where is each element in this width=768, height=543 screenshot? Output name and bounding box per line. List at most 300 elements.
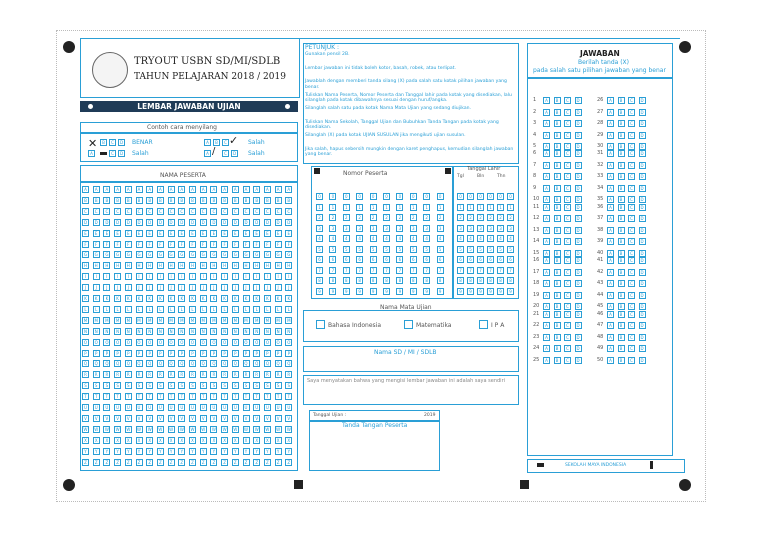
number-bubble[interactable]: 5: [316, 246, 323, 253]
name-bubble[interactable]: R: [264, 371, 271, 378]
name-bubble[interactable]: X: [125, 437, 132, 444]
answer-bubble[interactable]: A: [543, 109, 550, 116]
answer-bubble[interactable]: A: [543, 150, 550, 157]
answer-bubble[interactable]: D: [576, 304, 580, 310]
name-bubble[interactable]: F: [82, 241, 89, 248]
name-bubble[interactable]: B: [157, 197, 164, 204]
name-bubble[interactable]: E: [168, 230, 175, 237]
name-bubble[interactable]: T: [285, 393, 292, 400]
name-bubble[interactable]: F: [189, 241, 196, 248]
name-bubble[interactable]: N: [244, 328, 248, 334]
name-bubble[interactable]: F: [114, 241, 121, 248]
name-bubble[interactable]: G: [212, 252, 216, 258]
name-bubble[interactable]: H: [148, 263, 152, 269]
name-bubble[interactable]: X: [146, 437, 153, 444]
answer-bubble[interactable]: A: [607, 204, 614, 211]
name-bubble[interactable]: P: [189, 350, 196, 357]
answer-bubble[interactable]: B: [618, 322, 625, 329]
name-bubble[interactable]: K: [103, 295, 110, 302]
name-bubble[interactable]: A: [114, 186, 121, 193]
name-bubble[interactable]: Y: [264, 448, 271, 455]
name-bubble[interactable]: Q: [126, 361, 130, 367]
number-bubble[interactable]: 4: [316, 235, 323, 242]
name-bubble[interactable]: P: [285, 350, 292, 357]
name-bubble[interactable]: Q: [223, 361, 227, 367]
subject-option-box[interactable]: [404, 320, 413, 329]
number-bubble[interactable]: 2: [356, 214, 363, 221]
name-bubble[interactable]: I: [168, 273, 175, 280]
answer-bubble[interactable]: B: [618, 280, 625, 287]
answer-bubble[interactable]: D: [640, 258, 644, 264]
number-bubble[interactable]: 2: [396, 214, 403, 221]
answer-bubble[interactable]: A: [607, 215, 614, 222]
answer-bubble[interactable]: A: [607, 334, 614, 341]
name-bubble[interactable]: K: [210, 295, 217, 302]
name-bubble[interactable]: V: [243, 415, 250, 422]
name-bubble[interactable]: Z: [210, 459, 217, 466]
name-bubble[interactable]: Z: [82, 459, 89, 466]
date-bubble[interactable]: 7: [457, 267, 464, 274]
name-bubble[interactable]: X: [232, 437, 239, 444]
name-bubble[interactable]: W: [158, 426, 163, 432]
name-bubble[interactable]: E: [93, 230, 100, 237]
name-bubble[interactable]: V: [189, 415, 196, 422]
answer-bubble[interactable]: D: [640, 304, 644, 310]
name-bubble[interactable]: P: [232, 350, 239, 357]
name-bubble[interactable]: E: [253, 230, 260, 237]
name-bubble[interactable]: L: [136, 306, 143, 313]
name-bubble[interactable]: E: [114, 230, 121, 237]
name-bubble[interactable]: T: [178, 393, 185, 400]
name-bubble[interactable]: O: [137, 339, 141, 345]
answer-bubble[interactable]: D: [640, 121, 644, 126]
name-bubble[interactable]: V: [93, 415, 100, 422]
name-bubble[interactable]: G: [105, 252, 109, 258]
name-bubble[interactable]: U: [285, 404, 292, 411]
name-bubble[interactable]: Q: [105, 361, 109, 367]
name-bubble[interactable]: J: [210, 284, 217, 291]
name-bubble[interactable]: A: [157, 186, 164, 193]
number-bubble[interactable]: 5: [329, 246, 336, 253]
answer-bubble[interactable]: B: [618, 204, 625, 211]
name-bubble[interactable]: B: [200, 197, 207, 204]
name-bubble[interactable]: R: [157, 371, 164, 378]
name-bubble[interactable]: C: [125, 208, 132, 215]
name-bubble[interactable]: D: [190, 219, 195, 225]
answer-bubble[interactable]: C: [564, 196, 571, 203]
name-bubble[interactable]: T: [93, 393, 100, 400]
name-bubble[interactable]: C: [189, 208, 196, 215]
date-bubble[interactable]: 5: [477, 246, 484, 253]
name-bubble[interactable]: K: [264, 295, 271, 302]
number-bubble[interactable]: 9: [370, 288, 377, 295]
answer-bubble[interactable]: D: [576, 98, 580, 103]
name-bubble[interactable]: R: [103, 371, 110, 378]
name-bubble[interactable]: K: [125, 295, 132, 302]
name-bubble[interactable]: S: [253, 382, 260, 389]
name-bubble[interactable]: H: [287, 263, 291, 269]
name-bubble[interactable]: P: [136, 350, 143, 357]
name-bubble[interactable]: J: [82, 284, 89, 291]
name-bubble[interactable]: I: [93, 273, 100, 280]
name-bubble[interactable]: V: [146, 415, 153, 422]
name-bubble[interactable]: Y: [221, 448, 228, 455]
name-bubble[interactable]: A: [285, 186, 292, 193]
name-bubble[interactable]: N: [105, 328, 109, 334]
date-bubble[interactable]: 4: [467, 235, 474, 242]
name-bubble[interactable]: P: [146, 350, 153, 357]
number-bubble[interactable]: 5: [423, 246, 430, 253]
name-bubble[interactable]: I: [178, 273, 185, 280]
name-bubble[interactable]: P: [178, 350, 185, 357]
date-bubble[interactable]: 1: [507, 204, 514, 211]
name-bubble[interactable]: V: [178, 415, 185, 422]
name-bubble[interactable]: H: [116, 263, 120, 269]
number-bubble[interactable]: 4: [383, 235, 390, 242]
answer-bubble[interactable]: B: [618, 334, 625, 341]
name-bubble[interactable]: U: [82, 404, 89, 411]
answer-bubble[interactable]: D: [576, 357, 580, 363]
number-bubble[interactable]: 7: [356, 267, 363, 274]
answer-bubble[interactable]: A: [543, 120, 550, 127]
name-bubble[interactable]: X: [189, 437, 196, 444]
name-bubble[interactable]: Y: [253, 448, 260, 455]
number-bubble[interactable]: 3: [410, 225, 417, 232]
answer-bubble[interactable]: B: [618, 238, 625, 245]
date-bubble[interactable]: 5: [457, 246, 464, 253]
number-bubble[interactable]: 6: [370, 256, 377, 263]
name-bubble[interactable]: S: [232, 382, 239, 389]
number-bubble[interactable]: 8: [410, 277, 417, 284]
name-bubble[interactable]: N: [265, 328, 269, 334]
number-bubble[interactable]: 5: [396, 246, 403, 253]
name-bubble[interactable]: N: [137, 328, 141, 334]
answer-bubble[interactable]: A: [607, 97, 614, 104]
number-bubble[interactable]: 3: [396, 225, 403, 232]
answer-bubble[interactable]: D: [640, 269, 644, 275]
name-bubble[interactable]: I: [243, 273, 250, 280]
answer-bubble[interactable]: B: [618, 150, 625, 157]
name-bubble[interactable]: B: [253, 197, 260, 204]
name-bubble[interactable]: Y: [157, 448, 164, 455]
name-bubble[interactable]: T: [157, 393, 164, 400]
name-bubble[interactable]: G: [201, 252, 205, 258]
name-bubble[interactable]: Q: [116, 361, 120, 367]
answer-bubble[interactable]: B: [554, 311, 561, 318]
answer-bubble[interactable]: B: [554, 269, 561, 276]
name-bubble[interactable]: O: [190, 339, 195, 345]
answer-bubble[interactable]: D: [576, 144, 580, 149]
name-bubble[interactable]: N: [158, 328, 162, 334]
name-bubble[interactable]: N: [169, 328, 173, 334]
date-bubble[interactable]: 5: [487, 246, 494, 253]
answer-bubble[interactable]: A: [543, 215, 550, 222]
name-bubble[interactable]: J: [243, 284, 250, 291]
answer-bubble[interactable]: B: [618, 173, 625, 180]
name-bubble[interactable]: P: [200, 350, 207, 357]
number-bubble[interactable]: 1: [396, 204, 403, 211]
name-bubble[interactable]: R: [189, 371, 196, 378]
name-bubble[interactable]: D: [265, 219, 269, 225]
name-bubble[interactable]: S: [103, 382, 110, 389]
number-bubble[interactable]: 2: [410, 214, 417, 221]
date-bubble[interactable]: 3: [457, 225, 464, 232]
answer-bubble[interactable]: D: [576, 151, 580, 157]
number-bubble[interactable]: 3: [437, 225, 444, 232]
answer-bubble[interactable]: A: [607, 238, 614, 245]
name-bubble[interactable]: U: [114, 404, 121, 411]
answer-bubble[interactable]: B: [554, 303, 561, 310]
answer-bubble[interactable]: A: [543, 292, 550, 299]
name-bubble[interactable]: G: [169, 252, 173, 258]
name-bubble[interactable]: D: [212, 219, 216, 225]
number-bubble[interactable]: 6: [329, 256, 336, 263]
name-bubble[interactable]: I: [82, 273, 89, 280]
name-bubble[interactable]: U: [157, 404, 164, 411]
name-bubble[interactable]: W: [83, 426, 88, 432]
answer-bubble[interactable]: B: [618, 269, 625, 276]
answer-bubble[interactable]: D: [576, 216, 580, 222]
name-bubble[interactable]: I: [146, 273, 153, 280]
date-bubble[interactable]: 9: [477, 288, 484, 295]
name-bubble[interactable]: R: [285, 371, 292, 378]
name-bubble[interactable]: Z: [221, 459, 228, 466]
name-bubble[interactable]: O: [148, 339, 152, 345]
date-bubble[interactable]: 0: [507, 193, 514, 200]
name-bubble[interactable]: E: [82, 230, 89, 237]
name-bubble[interactable]: I: [210, 273, 217, 280]
name-bubble[interactable]: W: [137, 426, 141, 432]
name-bubble[interactable]: E: [103, 230, 110, 237]
name-bubble[interactable]: L: [178, 306, 185, 313]
date-bubble[interactable]: 3: [497, 225, 504, 232]
answer-bubble[interactable]: C: [564, 204, 571, 211]
date-bubble[interactable]: 4: [487, 235, 494, 242]
name-bubble[interactable]: T: [114, 393, 121, 400]
name-bubble[interactable]: U: [168, 404, 175, 411]
number-bubble[interactable]: 6: [356, 256, 363, 263]
number-bubble[interactable]: 9: [316, 288, 323, 295]
name-bubble[interactable]: I: [285, 273, 292, 280]
answer-bubble[interactable]: C: [564, 257, 571, 264]
number-bubble[interactable]: 3: [316, 225, 323, 232]
name-bubble[interactable]: J: [93, 284, 100, 291]
name-bubble[interactable]: E: [189, 230, 196, 237]
name-bubble[interactable]: T: [243, 393, 250, 400]
name-bubble[interactable]: X: [114, 437, 121, 444]
answer-bubble[interactable]: D: [576, 132, 580, 138]
name-bubble[interactable]: K: [285, 295, 292, 302]
answer-bubble[interactable]: B: [554, 250, 561, 257]
name-bubble[interactable]: F: [178, 241, 185, 248]
answer-bubble[interactable]: B: [554, 132, 561, 139]
name-bubble[interactable]: S: [114, 382, 121, 389]
answer-bubble[interactable]: C: [564, 120, 571, 127]
name-bubble[interactable]: O: [201, 339, 205, 345]
name-bubble[interactable]: V: [103, 415, 110, 422]
name-bubble[interactable]: Y: [114, 448, 121, 455]
name-bubble[interactable]: Z: [232, 459, 239, 466]
answer-bubble[interactable]: A: [543, 257, 550, 264]
answer-bubble[interactable]: B: [618, 345, 625, 352]
name-bubble[interactable]: N: [287, 328, 291, 334]
name-bubble[interactable]: M: [115, 317, 120, 323]
date-bubble[interactable]: 7: [497, 267, 504, 274]
name-bubble[interactable]: Q: [276, 361, 280, 367]
number-bubble[interactable]: 2: [316, 214, 323, 221]
answer-bubble[interactable]: B: [554, 196, 561, 203]
name-bubble[interactable]: Y: [200, 448, 207, 455]
name-bubble[interactable]: P: [168, 350, 175, 357]
name-bubble[interactable]: T: [210, 393, 217, 400]
date-bubble[interactable]: 1: [457, 204, 464, 211]
number-bubble[interactable]: 4: [423, 235, 430, 242]
name-bubble[interactable]: D: [255, 219, 259, 225]
name-bubble[interactable]: G: [233, 252, 237, 258]
name-bubble[interactable]: W: [244, 426, 248, 432]
answer-bubble[interactable]: D: [576, 292, 580, 298]
answer-bubble[interactable]: A: [543, 196, 550, 203]
date-bubble[interactable]: 7: [467, 267, 474, 274]
name-bubble[interactable]: L: [189, 306, 196, 313]
answer-bubble[interactable]: A: [543, 204, 550, 211]
name-bubble[interactable]: J: [189, 284, 196, 291]
answer-bubble[interactable]: C: [564, 132, 571, 139]
number-bubble[interactable]: 6: [343, 256, 350, 263]
name-bubble[interactable]: J: [200, 284, 207, 291]
name-bubble[interactable]: X: [157, 437, 164, 444]
name-bubble[interactable]: M: [222, 317, 227, 323]
name-bubble[interactable]: V: [82, 415, 89, 422]
name-bubble[interactable]: Z: [157, 459, 164, 466]
answer-bubble[interactable]: A: [543, 173, 550, 180]
name-bubble[interactable]: R: [243, 371, 250, 378]
name-bubble[interactable]: O: [223, 339, 227, 345]
name-bubble[interactable]: M: [190, 317, 195, 323]
name-bubble[interactable]: X: [168, 437, 175, 444]
name-bubble[interactable]: X: [93, 437, 100, 444]
name-bubble[interactable]: K: [157, 295, 164, 302]
name-bubble[interactable]: L: [168, 306, 175, 313]
name-bubble[interactable]: C: [136, 208, 143, 215]
answer-bubble[interactable]: D: [576, 109, 580, 115]
date-bubble[interactable]: 7: [477, 267, 484, 274]
answer-bubble[interactable]: D: [576, 185, 580, 191]
name-bubble[interactable]: N: [148, 328, 152, 334]
name-bubble[interactable]: G: [94, 252, 98, 258]
name-bubble[interactable]: A: [189, 186, 196, 193]
name-bubble[interactable]: B: [136, 197, 143, 204]
answer-bubble[interactable]: D: [640, 185, 644, 191]
name-bubble[interactable]: O: [158, 339, 162, 345]
answer-bubble[interactable]: C: [628, 345, 635, 352]
name-bubble[interactable]: P: [114, 350, 121, 357]
name-bubble[interactable]: E: [232, 230, 239, 237]
name-bubble[interactable]: M: [276, 317, 280, 323]
name-bubble[interactable]: D: [83, 219, 88, 225]
answer-bubble[interactable]: A: [607, 311, 614, 318]
name-bubble[interactable]: U: [275, 404, 282, 411]
answer-bubble[interactable]: D: [576, 281, 580, 287]
answer-bubble[interactable]: A: [607, 150, 614, 157]
answer-bubble[interactable]: D: [640, 216, 644, 222]
name-bubble[interactable]: G: [276, 252, 280, 258]
answer-bubble[interactable]: B: [554, 97, 561, 104]
name-bubble[interactable]: M: [83, 317, 88, 323]
name-bubble[interactable]: H: [169, 263, 173, 269]
answer-bubble[interactable]: D: [640, 323, 644, 329]
name-bubble[interactable]: J: [264, 284, 271, 291]
name-bubble[interactable]: W: [115, 426, 120, 432]
name-bubble[interactable]: J: [178, 284, 185, 291]
name-bubble[interactable]: H: [201, 263, 205, 269]
name-bubble[interactable]: H: [83, 263, 87, 269]
name-bubble[interactable]: Q: [94, 361, 98, 367]
name-bubble[interactable]: Q: [265, 361, 269, 367]
answer-bubble[interactable]: A: [543, 269, 550, 276]
name-bubble[interactable]: C: [210, 208, 217, 215]
name-bubble[interactable]: X: [275, 437, 282, 444]
answer-bubble[interactable]: C: [628, 196, 635, 203]
answer-bubble[interactable]: C: [628, 238, 635, 245]
number-bubble[interactable]: 8: [370, 277, 377, 284]
answer-bubble[interactable]: C: [564, 334, 571, 341]
number-bubble[interactable]: 3: [383, 225, 390, 232]
name-bubble[interactable]: A: [103, 186, 110, 193]
number-bubble[interactable]: 0: [370, 193, 377, 200]
name-bubble[interactable]: V: [200, 415, 207, 422]
name-bubble[interactable]: Q: [158, 361, 162, 367]
number-bubble[interactable]: 6: [316, 256, 323, 263]
name-bubble[interactable]: J: [114, 284, 121, 291]
number-bubble[interactable]: 8: [437, 277, 444, 284]
date-bubble[interactable]: 0: [457, 193, 464, 200]
name-bubble[interactable]: X: [253, 437, 260, 444]
name-bubble[interactable]: Y: [243, 448, 250, 455]
number-bubble[interactable]: 7: [329, 267, 336, 274]
name-bubble[interactable]: P: [264, 350, 271, 357]
name-bubble[interactable]: D: [169, 219, 173, 225]
name-bubble[interactable]: E: [178, 230, 185, 237]
answer-bubble[interactable]: D: [576, 334, 580, 340]
name-bubble[interactable]: F: [93, 241, 100, 248]
name-bubble[interactable]: Q: [169, 361, 173, 367]
name-bubble[interactable]: H: [105, 263, 109, 269]
answer-bubble[interactable]: D: [640, 292, 644, 298]
name-bubble[interactable]: J: [285, 284, 292, 291]
name-bubble[interactable]: E: [136, 230, 143, 237]
answer-bubble[interactable]: B: [554, 173, 561, 180]
name-bubble[interactable]: G: [244, 252, 248, 258]
name-bubble[interactable]: C: [264, 208, 271, 215]
answer-bubble[interactable]: C: [564, 250, 571, 257]
answer-bubble[interactable]: A: [607, 143, 614, 150]
name-bubble[interactable]: T: [232, 393, 239, 400]
name-bubble[interactable]: M: [287, 317, 291, 323]
name-bubble[interactable]: F: [253, 241, 260, 248]
number-bubble[interactable]: 4: [370, 235, 377, 242]
date-bubble[interactable]: 2: [507, 214, 514, 221]
answer-bubble[interactable]: D: [576, 258, 580, 264]
name-bubble[interactable]: R: [200, 371, 207, 378]
name-bubble[interactable]: R: [210, 371, 217, 378]
name-bubble[interactable]: V: [136, 415, 143, 422]
name-bubble[interactable]: H: [255, 263, 259, 269]
name-bubble[interactable]: A: [146, 186, 153, 193]
name-bubble[interactable]: G: [190, 252, 195, 258]
name-bubble[interactable]: Z: [178, 459, 185, 466]
name-bubble[interactable]: Y: [232, 448, 239, 455]
